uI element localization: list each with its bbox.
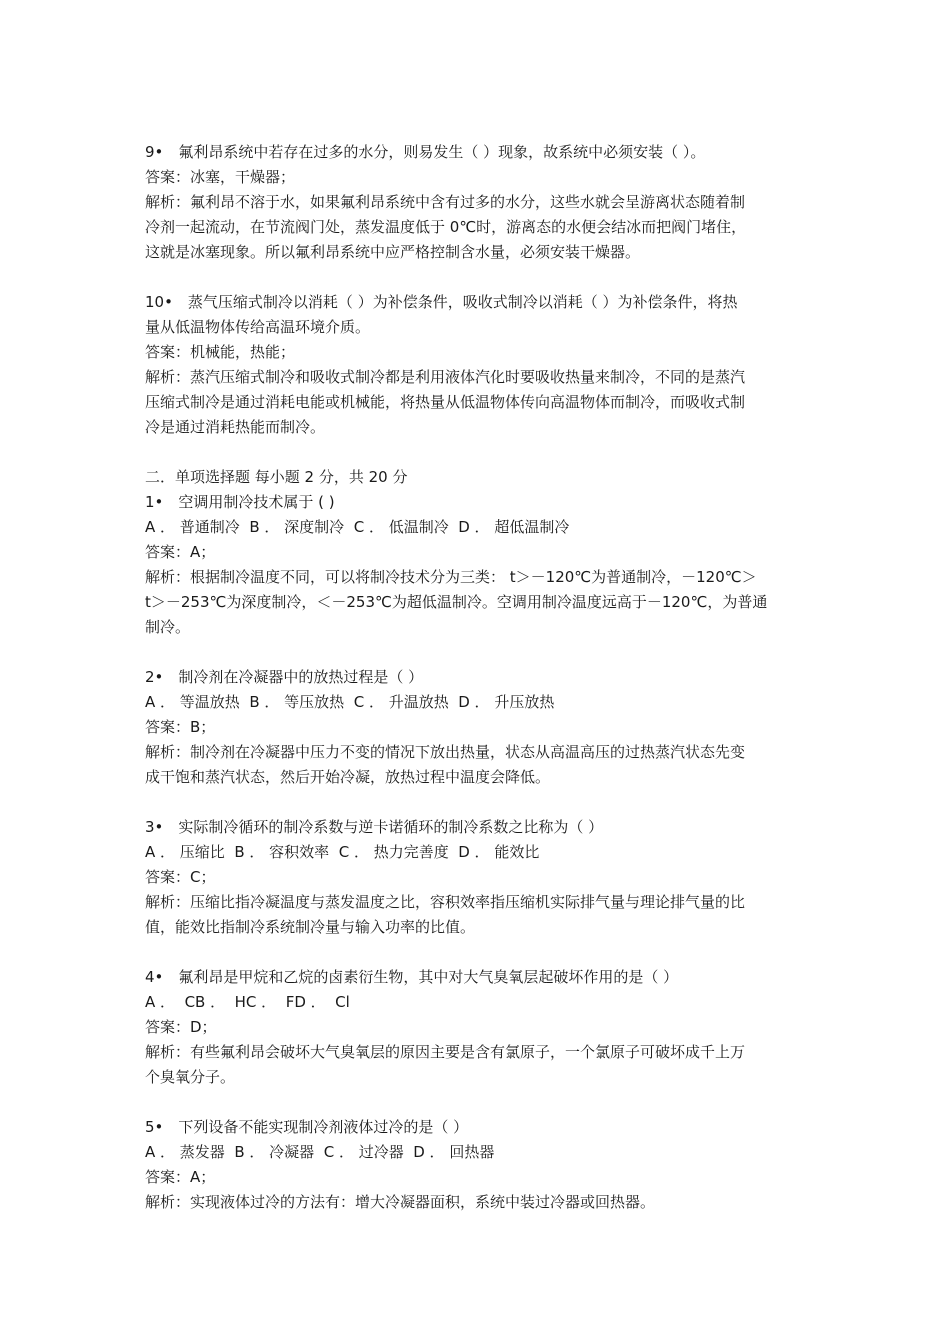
mc-question-5: 5• 下列设备不能实现制冷剂液体过冷的是（ ）: [145, 1118, 469, 1136]
mc-analysis-1-line-1: 解析：根据制冷温度不同，可以将制冷技术分为三类： t＞－120℃为普通制冷，－120℃＞: [145, 568, 757, 586]
mc-analysis-4-line-1: 解析：有些氟利昂会破坏大气臭氧层的原因主要是含有氯原子，一个氯原子可破坏成千上万: [145, 1043, 746, 1061]
mc-analysis-2-line-2: 成干饱和蒸汽状态，然后开始冷凝，放热过程中温度会降低。: [145, 768, 551, 786]
mc-analysis-5-line-1: 解析：实现液体过冷的方法有：增大冷凝器面积，系统中装过冷器或回热器。: [145, 1193, 656, 1211]
mc-question-3: 3• 实际制冷循环的制冷系数与逆卡诺循环的制冷系数之比称为（ ）: [145, 818, 604, 836]
question-9: 9• 氟利昂系统中若存在过多的水分，则易发生（ ）现象，故系统中必须安装（ ）。: [145, 143, 706, 161]
spacer: [145, 440, 810, 465]
mc-analysis-3-line-1: 解析：压缩比指冷凝温度与蒸发温度之比，容积效率指压缩机实际排气量与理论排气量的比: [145, 893, 746, 911]
question-10: 10• 蒸气压缩式制冷以消耗（ ）为补偿条件，吸收式制冷以消耗（ ）为补偿条件，将热: [145, 293, 738, 311]
mc-answer-3: 答案：C；: [145, 868, 216, 886]
mc-question-2: 2• 制冷剂在冷凝器中的放热过程是（ ）: [145, 668, 424, 686]
mc-options-4: A ． CB ． HC ． FD ． Cl: [145, 993, 350, 1011]
spacer: [145, 940, 810, 965]
mc-analysis-1-line-2: t＞－253℃为深度制冷，＜－253℃为超低温制冷。空调用制冷温度远高于－120℃，为普通: [145, 593, 768, 611]
mc-answer-4: 答案：D；: [145, 1018, 217, 1036]
mc-question-4: 4• 氟利昂是甲烷和乙烷的卤素衍生物，其中对大气臭氧层起破坏作用的是（ ）: [145, 968, 679, 986]
analysis-10-line-2: 压缩式制冷是通过消耗电能或机械能，将热量从低温物体传向高温物体而制冷，而吸收式制: [145, 393, 746, 411]
analysis-10-line-1: 解析：蒸汽压缩式制冷和吸收式制冷都是利用液体汽化时要吸收热量来制冷，不同的是蒸汽: [145, 368, 746, 386]
answer-10: 答案：机械能，热能；: [145, 343, 296, 361]
analysis-9-line-3: 这就是冰塞现象。所以氟利昂系统中应严格控制含水量，必须安装干燥器。: [145, 243, 641, 261]
section-title: 二．单项选择题 每小题 2 分，共 20 分: [145, 468, 408, 486]
mc-answer-5: 答案：A；: [145, 1168, 216, 1186]
analysis-9-line-2: 冷剂一起流动，在节流阀门处，蒸发温度低于 0℃时，游离态的水便会结冰而把阀门堵住，: [145, 218, 747, 236]
mc-options-3: A ． 压缩比 B ． 容积效率 C ． 热力完善度 D ． 能效比: [145, 843, 540, 861]
spacer: [145, 265, 810, 290]
question-10-cont: 量从低温物体传给高温环境介质。: [145, 318, 371, 336]
analysis-9-line-1: 解析：氟利昂不溶于水，如果氟利昂系统中含有过多的水分，这些水就会呈游离状态随着制: [145, 193, 746, 211]
mc-analysis-4-line-2: 个臭氧分子。: [145, 1068, 236, 1086]
mc-question-1: 1• 空调用制冷技术属于 ( ): [145, 493, 335, 511]
mc-analysis-3-line-2: 值，能效比指制冷系统制冷量与输入功率的比值。: [145, 918, 476, 936]
mc-answer-1: 答案：A；: [145, 543, 216, 561]
spacer: [145, 1090, 810, 1115]
mc-answer-2: 答案：B；: [145, 718, 216, 736]
mc-options-2: A ． 等温放热 B ． 等压放热 C ． 升温放热 D ． 升压放热: [145, 693, 555, 711]
answer-9: 答案：冰塞，干燥器；: [145, 168, 296, 186]
mc-analysis-1-line-3: 制冷。: [145, 618, 191, 636]
analysis-10-line-3: 冷是通过消耗热能而制冷。: [145, 418, 326, 436]
mc-analysis-2-line-1: 解析：制冷剂在冷凝器中压力不变的情况下放出热量，状态从高温高压的过热蒸汽状态先变: [145, 743, 746, 761]
mc-options-5: A ． 蒸发器 B ． 冷凝器 C ． 过冷器 D ． 回热器: [145, 1143, 495, 1161]
document-page: [145, 140, 810, 1215]
mc-options-1: A ． 普通制冷 B ． 深度制冷 C ． 低温制冷 D ． 超低温制冷: [145, 518, 570, 536]
spacer: [145, 790, 810, 815]
spacer: [145, 640, 810, 665]
